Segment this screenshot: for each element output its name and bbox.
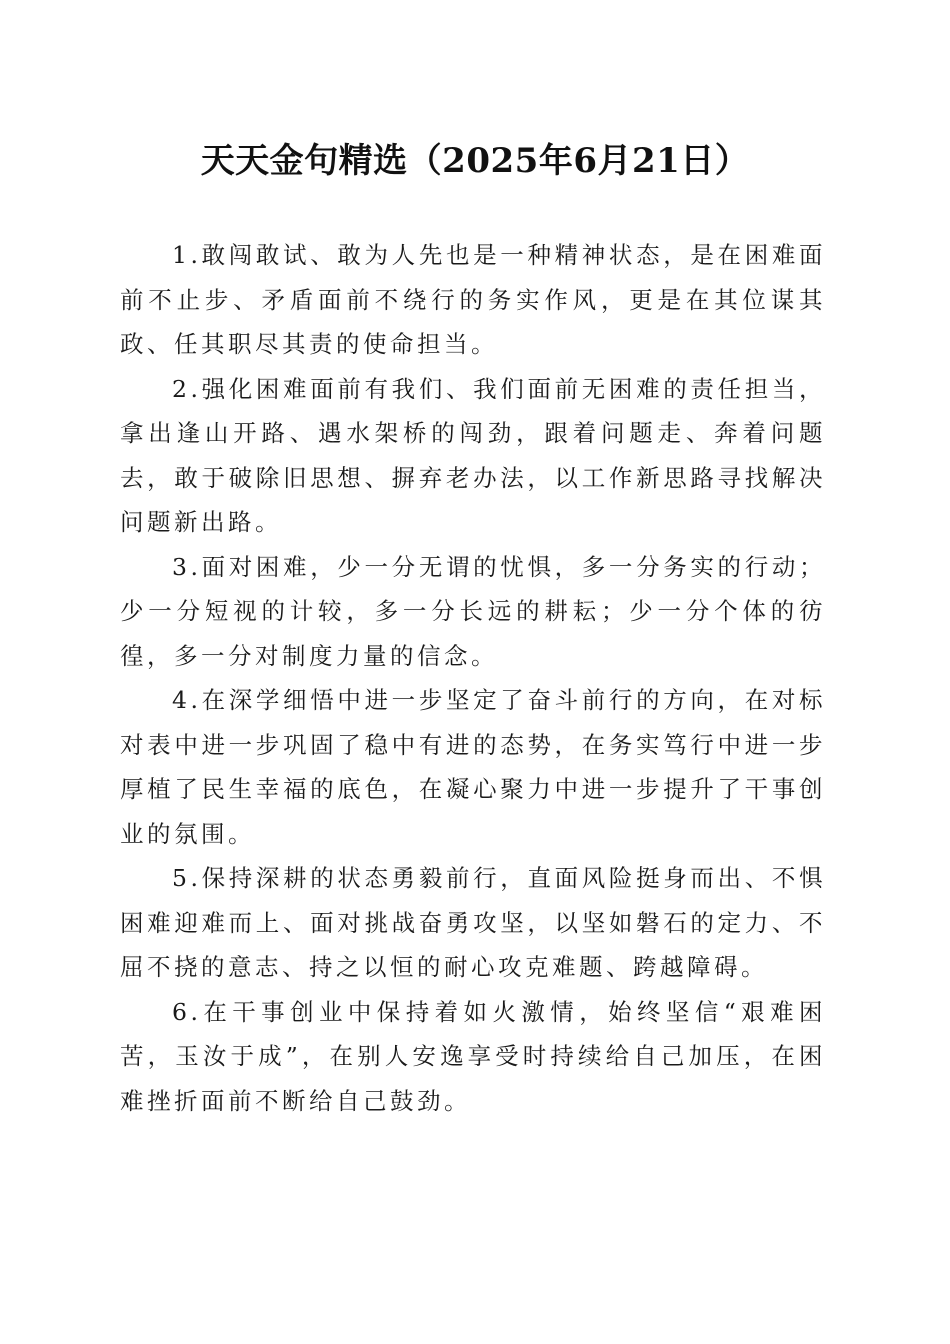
paragraph-6: 6.在干事创业中保持着如火激情，始终坚信“艰难困苦，玉汝于成”，在别人安逸享受时持续给自己加压，在困难挫折面前不断给自己鼓劲。 (120, 997, 826, 1115)
paragraph-3: 3.面对困难，少一分无谓的忧惧，多一分务实的行动；少一分短视的计较，多一分长远的耕耘；少一分个体的彷徨，多一分对制度力量的信念。 (120, 552, 826, 670)
document-body (120, 233, 826, 1123)
paragraph-2: 2.强化困难面前有我们、我们面前无困难的责任担当，拿出逢山开路、遇水架桥的闯劲，跟着问题走、奔着问题去，敢于破除旧思想、摒弃老办法，以工作新思路寻找解决问题新出路。 (120, 374, 826, 536)
document-title: 天天金句精选（2025年6月21日） (200, 141, 750, 181)
paragraph-4: 4.在深学细悟中进一步坚定了奋斗前行的方向，在对标对表中进一步巩固了稳中有进的态势，在务实笃行中进一步厚植了民生幸福的底色，在凝心聚力中进一步提升了干事创业的氛围。 (120, 686, 826, 848)
paragraph-1: 1.敢闯敢试、敢为人先也是一种精神状态，是在困难面前不止步、矛盾面前不绕行的务实作风，更是在其位谋其政、任其职尽其责的使命担当。 (120, 241, 826, 358)
paragraph-5: 5.保持深耕的状态勇毅前行，直面风险挺身而出、不惧困难迎难而上、面对挑战奋勇攻坚，以坚如磐石的定力、不屈不挠的意志、持之以恒的耐心攻克难题、跨越障碍。 (120, 864, 826, 981)
